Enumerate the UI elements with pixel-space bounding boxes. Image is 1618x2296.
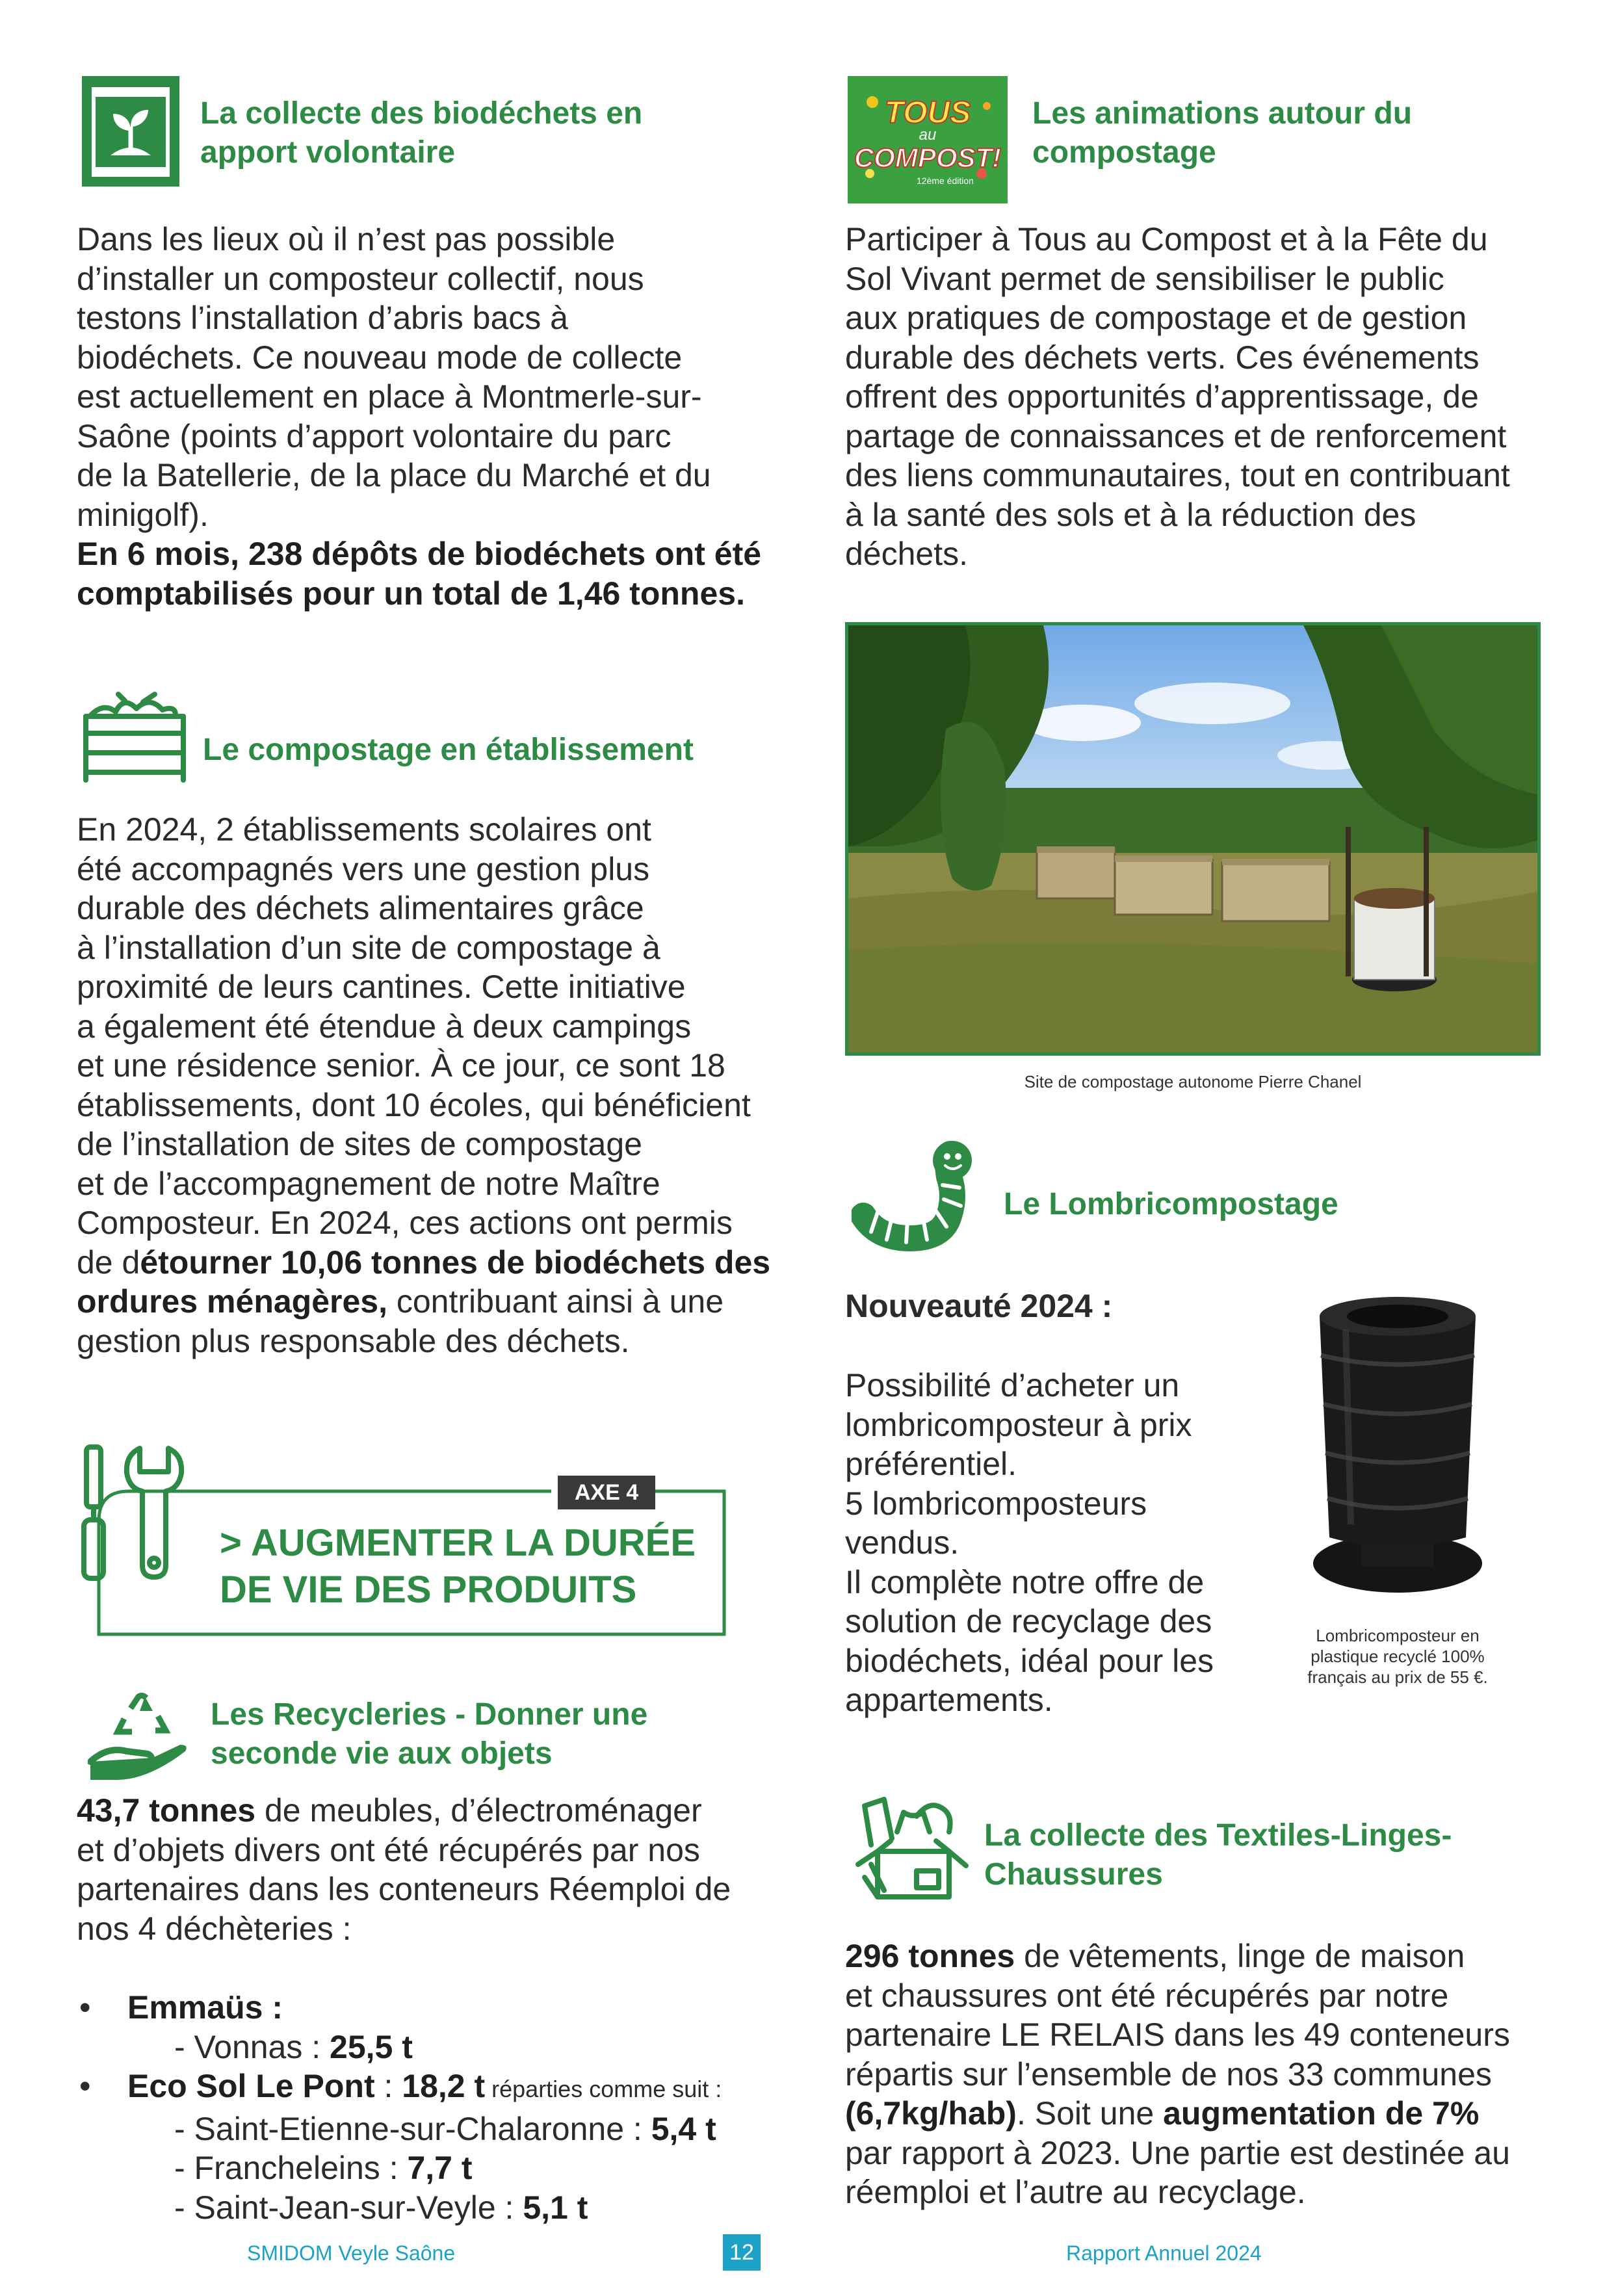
sub-item-label: - Francheleins : — [174, 2150, 408, 2186]
recycleries-text — [77, 1791, 805, 1948]
axe-badge: AXE 4 — [558, 1476, 655, 1509]
sub-list-item — [77, 2148, 805, 2188]
lombri-nouveaute: Nouveauté 2024 : — [845, 1288, 1113, 1324]
list-item — [77, 2067, 805, 2109]
sub-item-value: 5,1 t — [523, 2189, 588, 2226]
text-line: durable des déchets alimentaires grâce — [77, 890, 644, 926]
axe-title-line: > AUGMENTER LA DURÉE — [220, 1522, 696, 1564]
caption-line: plastique recyclé 100% — [1311, 1647, 1485, 1666]
recycleries-title — [211, 1695, 647, 1773]
text-line: biodéchets. Ce nouveau mode de collecte — [77, 339, 683, 376]
text-line — [845, 2094, 1573, 2133]
text-line: partenaires dans les conteneurs Réemploi de — [77, 1871, 731, 1907]
lombricomposteur-photo — [1300, 1290, 1495, 1609]
textile-box-icon-wrap — [852, 1786, 969, 1903]
recycleries-list — [77, 1988, 805, 2227]
text-line: de la Batellerie, de la place du Marché et du — [77, 457, 711, 493]
bullet-icon: • — [79, 1989, 91, 2026]
compost-crate-icon-wrap — [78, 676, 189, 787]
text-line: de l’installation de sites de compostage — [77, 1126, 642, 1162]
text-line: été accompagnés vers une gestion plus — [77, 850, 650, 887]
text-line: partage de connaissances et de renforcement — [845, 417, 1507, 454]
text-line: et de l’accompagnement de notre Maître — [77, 1165, 660, 1202]
text-line: Possibilité d’acheter un — [845, 1367, 1180, 1403]
animations-title-line: Les animations autour du — [1032, 96, 1413, 131]
list-item — [77, 1988, 805, 2028]
textiles-title — [984, 1816, 1452, 1894]
worm-icon-wrap — [852, 1141, 982, 1255]
text-line: a également été étendue à deux campings — [77, 1008, 692, 1045]
compost-crate-icon — [78, 676, 189, 787]
text-line: préférentiel. — [845, 1446, 1017, 1482]
biodechets-icon-tile — [82, 76, 179, 187]
text-line: lombricomposteur à prix — [845, 1406, 1192, 1443]
footer-left: SMIDOM Veyle Saône — [247, 2241, 456, 2265]
text-line: Dans les lieux où il n’est pas possible — [77, 221, 616, 257]
footer-right: Rapport Annuel 2024 — [1066, 2241, 1262, 2265]
text-line: solution de recyclage des — [845, 1603, 1212, 1639]
text-line: d’installer un composteur collectif, nous — [77, 260, 644, 297]
sub-item-value: 5,4 t — [651, 2110, 716, 2147]
textiles-title-line: La collecte des Textiles-Linges- — [984, 1818, 1452, 1853]
text-span: de d — [77, 1244, 140, 1281]
text-line — [77, 1243, 805, 1283]
text-line — [77, 1282, 805, 1322]
list-item-value: 18,2 t — [402, 2068, 486, 2104]
text-line: et chaussures ont été récupérés par notre — [845, 1977, 1449, 2014]
text-span: de vêtements, linge de maison — [1015, 1938, 1465, 1974]
text-line — [77, 1791, 805, 1831]
text-line: répartis sur l’ensemble de nos 33 communes — [845, 2055, 1492, 2093]
text-line — [845, 1937, 1573, 1976]
biodechets-title-line: La collecte des biodéchets en — [200, 96, 643, 131]
textiles-title-line: Chaussures — [984, 1857, 1163, 1892]
text-line: gestion plus responsable des déchets. — [77, 1322, 630, 1359]
sub-item-value: 25,5 t — [330, 2028, 413, 2065]
caption-line: Lombricomposteur en — [1316, 1626, 1480, 1645]
biodechets-title-line: apport volontaire — [200, 135, 456, 170]
sub-item-value: 7,7 t — [407, 2150, 473, 2186]
text-line: par rapport à 2023. Une partie est destinée au — [845, 2134, 1510, 2171]
sub-list-item — [77, 2188, 805, 2228]
textile-box-icon — [852, 1786, 969, 1903]
text-line: et une résidence senior. À ce jour, ce sont 18 — [77, 1047, 725, 1084]
text-line: partenaire LE RELAIS dans les 49 conteneurs — [845, 2016, 1510, 2053]
worm-icon — [852, 1141, 982, 1255]
text-span: contribuant ainsi à une — [387, 1283, 724, 1320]
text-line: durable des déchets verts. Ces événements — [845, 339, 1480, 376]
sub-list-item — [77, 2109, 805, 2149]
text-line: est actuellement en place à Montmerle-sur- — [77, 378, 702, 415]
logo-text: au — [919, 126, 937, 144]
compost-site-photo — [845, 622, 1541, 1056]
text-line: à l’installation d’un site de compostage à — [77, 929, 660, 966]
text-line: Composteur. En 2024, ces actions ont permis — [77, 1205, 733, 1241]
lombri-title: Le Lombricompostage — [1004, 1187, 1338, 1221]
text-line: appartements. — [845, 1682, 1053, 1718]
sub-item-label: - Saint-Etienne-sur-Chalaronne : — [174, 2110, 651, 2147]
text-line: Participer à Tous au Compost et à la Fête du — [845, 221, 1488, 257]
highlight-span: étourner 10,06 tonnes de biodéchets des — [140, 1244, 771, 1281]
caption-line: français au prix de 55 €. — [1307, 1667, 1488, 1687]
logo-text: TOUS — [884, 96, 971, 130]
text-line: Sol Vivant permet de sensibiliser le public — [845, 260, 1444, 297]
list-item-label: Emmaüs : — [127, 1989, 283, 2026]
logo-text: 12ème édition — [917, 176, 974, 186]
text-line: réemploi et l’autre au recyclage. — [845, 2174, 1306, 2210]
axe-title-line: DE VIE DES PRODUITS — [220, 1569, 637, 1611]
highlight-span: (6,7kg/hab) — [845, 2095, 1017, 2132]
sub-item-label: - Vonnas : — [174, 2028, 330, 2065]
text-span: . Soit une — [1016, 2095, 1164, 2132]
logo-text: COMPOST! — [854, 142, 1002, 173]
photo-caption: Site de compostage autonome Pierre Chanel — [1024, 1072, 1362, 1091]
recycle-hand-icon — [88, 1689, 192, 1786]
text-line: proximité de leurs cantines. Cette initiative — [77, 969, 686, 1005]
sub-list-item — [77, 2028, 805, 2067]
textiles-text — [845, 1937, 1573, 2212]
biodechets-text — [77, 220, 779, 613]
text-line: Saône (points d’apport volontaire du parc — [77, 417, 672, 454]
animations-text — [845, 220, 1573, 574]
text-line: nos 4 déchèteries : — [77, 1910, 352, 1947]
text-line: testons l’installation d’abris bacs à — [77, 300, 568, 336]
text-line: Il complète notre offre de — [845, 1563, 1205, 1600]
page-number-badge: 12 — [723, 2234, 761, 2271]
lombri-text — [845, 1366, 1261, 1720]
tous-au-compost-logo — [848, 76, 1008, 203]
highlight-line: comptabilisés pour un total de 1,46 tonnes. — [77, 575, 745, 612]
text-line: aux pratiques de compostage et de gestion — [845, 300, 1467, 336]
recycle-hand-icon-wrap — [88, 1689, 192, 1786]
text-line: vendus. — [845, 1524, 959, 1561]
recycleries-title-line: Les Recycleries - Donner une — [211, 1697, 648, 1732]
bullet-icon: • — [79, 2068, 91, 2104]
highlight-span: 43,7 tonnes — [77, 1792, 256, 1829]
animations-title — [1032, 94, 1412, 172]
highlight-span: augmentation de 7% — [1163, 2095, 1480, 2132]
text-line: établissements, dont 10 écoles, qui bénéficient — [77, 1086, 751, 1123]
sub-item-label: - Saint-Jean-sur-Veyle : — [174, 2189, 523, 2226]
text-line: à la santé des sols et à la réduction des — [845, 496, 1416, 533]
text-line: biodéchets, idéal pour les — [845, 1642, 1214, 1679]
highlight-span: ordures ménagères, — [77, 1283, 387, 1320]
text-span: de meubles, d’électroménager — [255, 1792, 702, 1829]
axe-title — [220, 1520, 696, 1613]
text-line: et d’objets divers ont été récupérés par nos — [77, 1831, 700, 1868]
text-line: minigolf). — [77, 496, 209, 533]
recycleries-title-line: seconde vie aux objets — [211, 1736, 553, 1771]
highlight-span: 296 tonnes — [845, 1938, 1015, 1974]
animations-title-line: compostage — [1032, 135, 1216, 170]
list-item-note: réparties comme suit : — [485, 2076, 722, 2102]
lombri-caption — [1261, 1625, 1534, 1688]
text-line: En 2024, 2 établissements scolaires ont — [77, 811, 651, 848]
text-line: 5 lombricomposteurs — [845, 1485, 1147, 1522]
highlight-line: En 6 mois, 238 dépôts de biodéchets ont été — [77, 536, 762, 572]
sprout-bin-icon — [82, 76, 179, 187]
text-line: offrent des opportunités d’apprentissage, de — [845, 378, 1479, 415]
etablissement-text — [77, 810, 805, 1361]
text-line: déchets. — [845, 536, 969, 572]
list-item-label: Eco Sol Le Pont — [127, 2068, 375, 2104]
separator: : — [374, 2068, 402, 2104]
text-line: des liens communautaires, tout en contribuant — [845, 457, 1510, 493]
etablissement-title: Le compostage en établissement — [203, 733, 694, 767]
biodechets-title — [200, 94, 642, 172]
